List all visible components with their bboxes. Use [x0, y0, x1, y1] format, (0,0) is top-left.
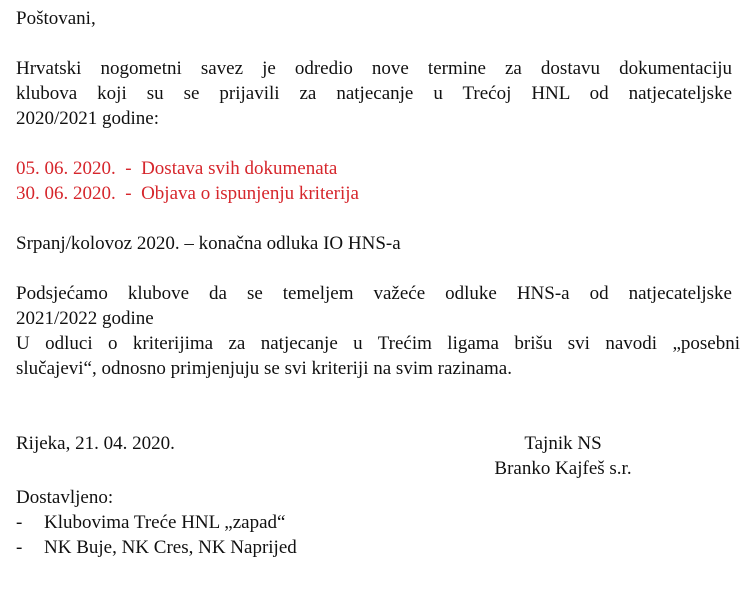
delivered-label: Dostavljeno:: [16, 487, 114, 508]
spacer: [16, 381, 742, 431]
spacer: [16, 131, 742, 156]
reminder-line-2: 2021/2022 godine: [16, 308, 154, 329]
recipient-text: NK Buje, NK Cres, NK Naprijed: [44, 537, 297, 558]
signature-name: Branko Kajfeš s.r.: [494, 458, 632, 479]
bullet-dash: -: [16, 537, 23, 558]
reminder-line-4: slučajevi“, odnosno primjenjuju se svi kriteriji na svim razinama.: [16, 358, 512, 379]
greeting: Poštovani,: [16, 8, 96, 29]
signature-row: [16, 456, 742, 481]
spacer: [16, 206, 742, 231]
letter-document: [16, 6, 742, 560]
recipient-text: Klubovima Treće HNL „zapad“: [44, 512, 286, 533]
intro-line-2: klubova koji su se prijavili za natjecanje u Trećoj HNL od natjecateljske: [16, 83, 732, 104]
reminder-line-1: Podsjećamo klubove da se temeljem važeće odluke HNS-a od natjecateljske: [16, 283, 732, 304]
intro-line-1: Hrvatski nogometni savez je odredio nove termine za dostavu dokumentaciju: [16, 58, 732, 79]
signature-title: Tajnik NS: [524, 433, 602, 454]
deadline-list: [16, 156, 742, 206]
reminder-line-3: U odluci o kriterijima za natjecanje u Trećim ligama brišu svi navodi „posebni: [16, 333, 740, 354]
spacer: [16, 256, 742, 281]
deadline-item: 30. 06. 2020. - Objava o ispunjenju kriterija: [16, 183, 359, 204]
deadline-item: 05. 06. 2020. - Dostava svih dokumenata: [16, 158, 338, 179]
place-date: Rijeka, 21. 04. 2020.: [16, 433, 175, 454]
place-date-row: [16, 431, 742, 456]
reminder-paragraph: [16, 281, 742, 381]
final-decision-note: Srpanj/kolovoz 2020. – konačna odluka IO HNS-a: [16, 233, 401, 254]
recipient-list: [16, 510, 742, 560]
list-item: [16, 510, 742, 535]
intro-paragraph: [16, 56, 742, 131]
spacer: [16, 31, 742, 56]
list-item: [16, 535, 742, 560]
bullet-dash: -: [16, 512, 23, 533]
intro-line-3: 2020/2021 godine:: [16, 108, 160, 129]
